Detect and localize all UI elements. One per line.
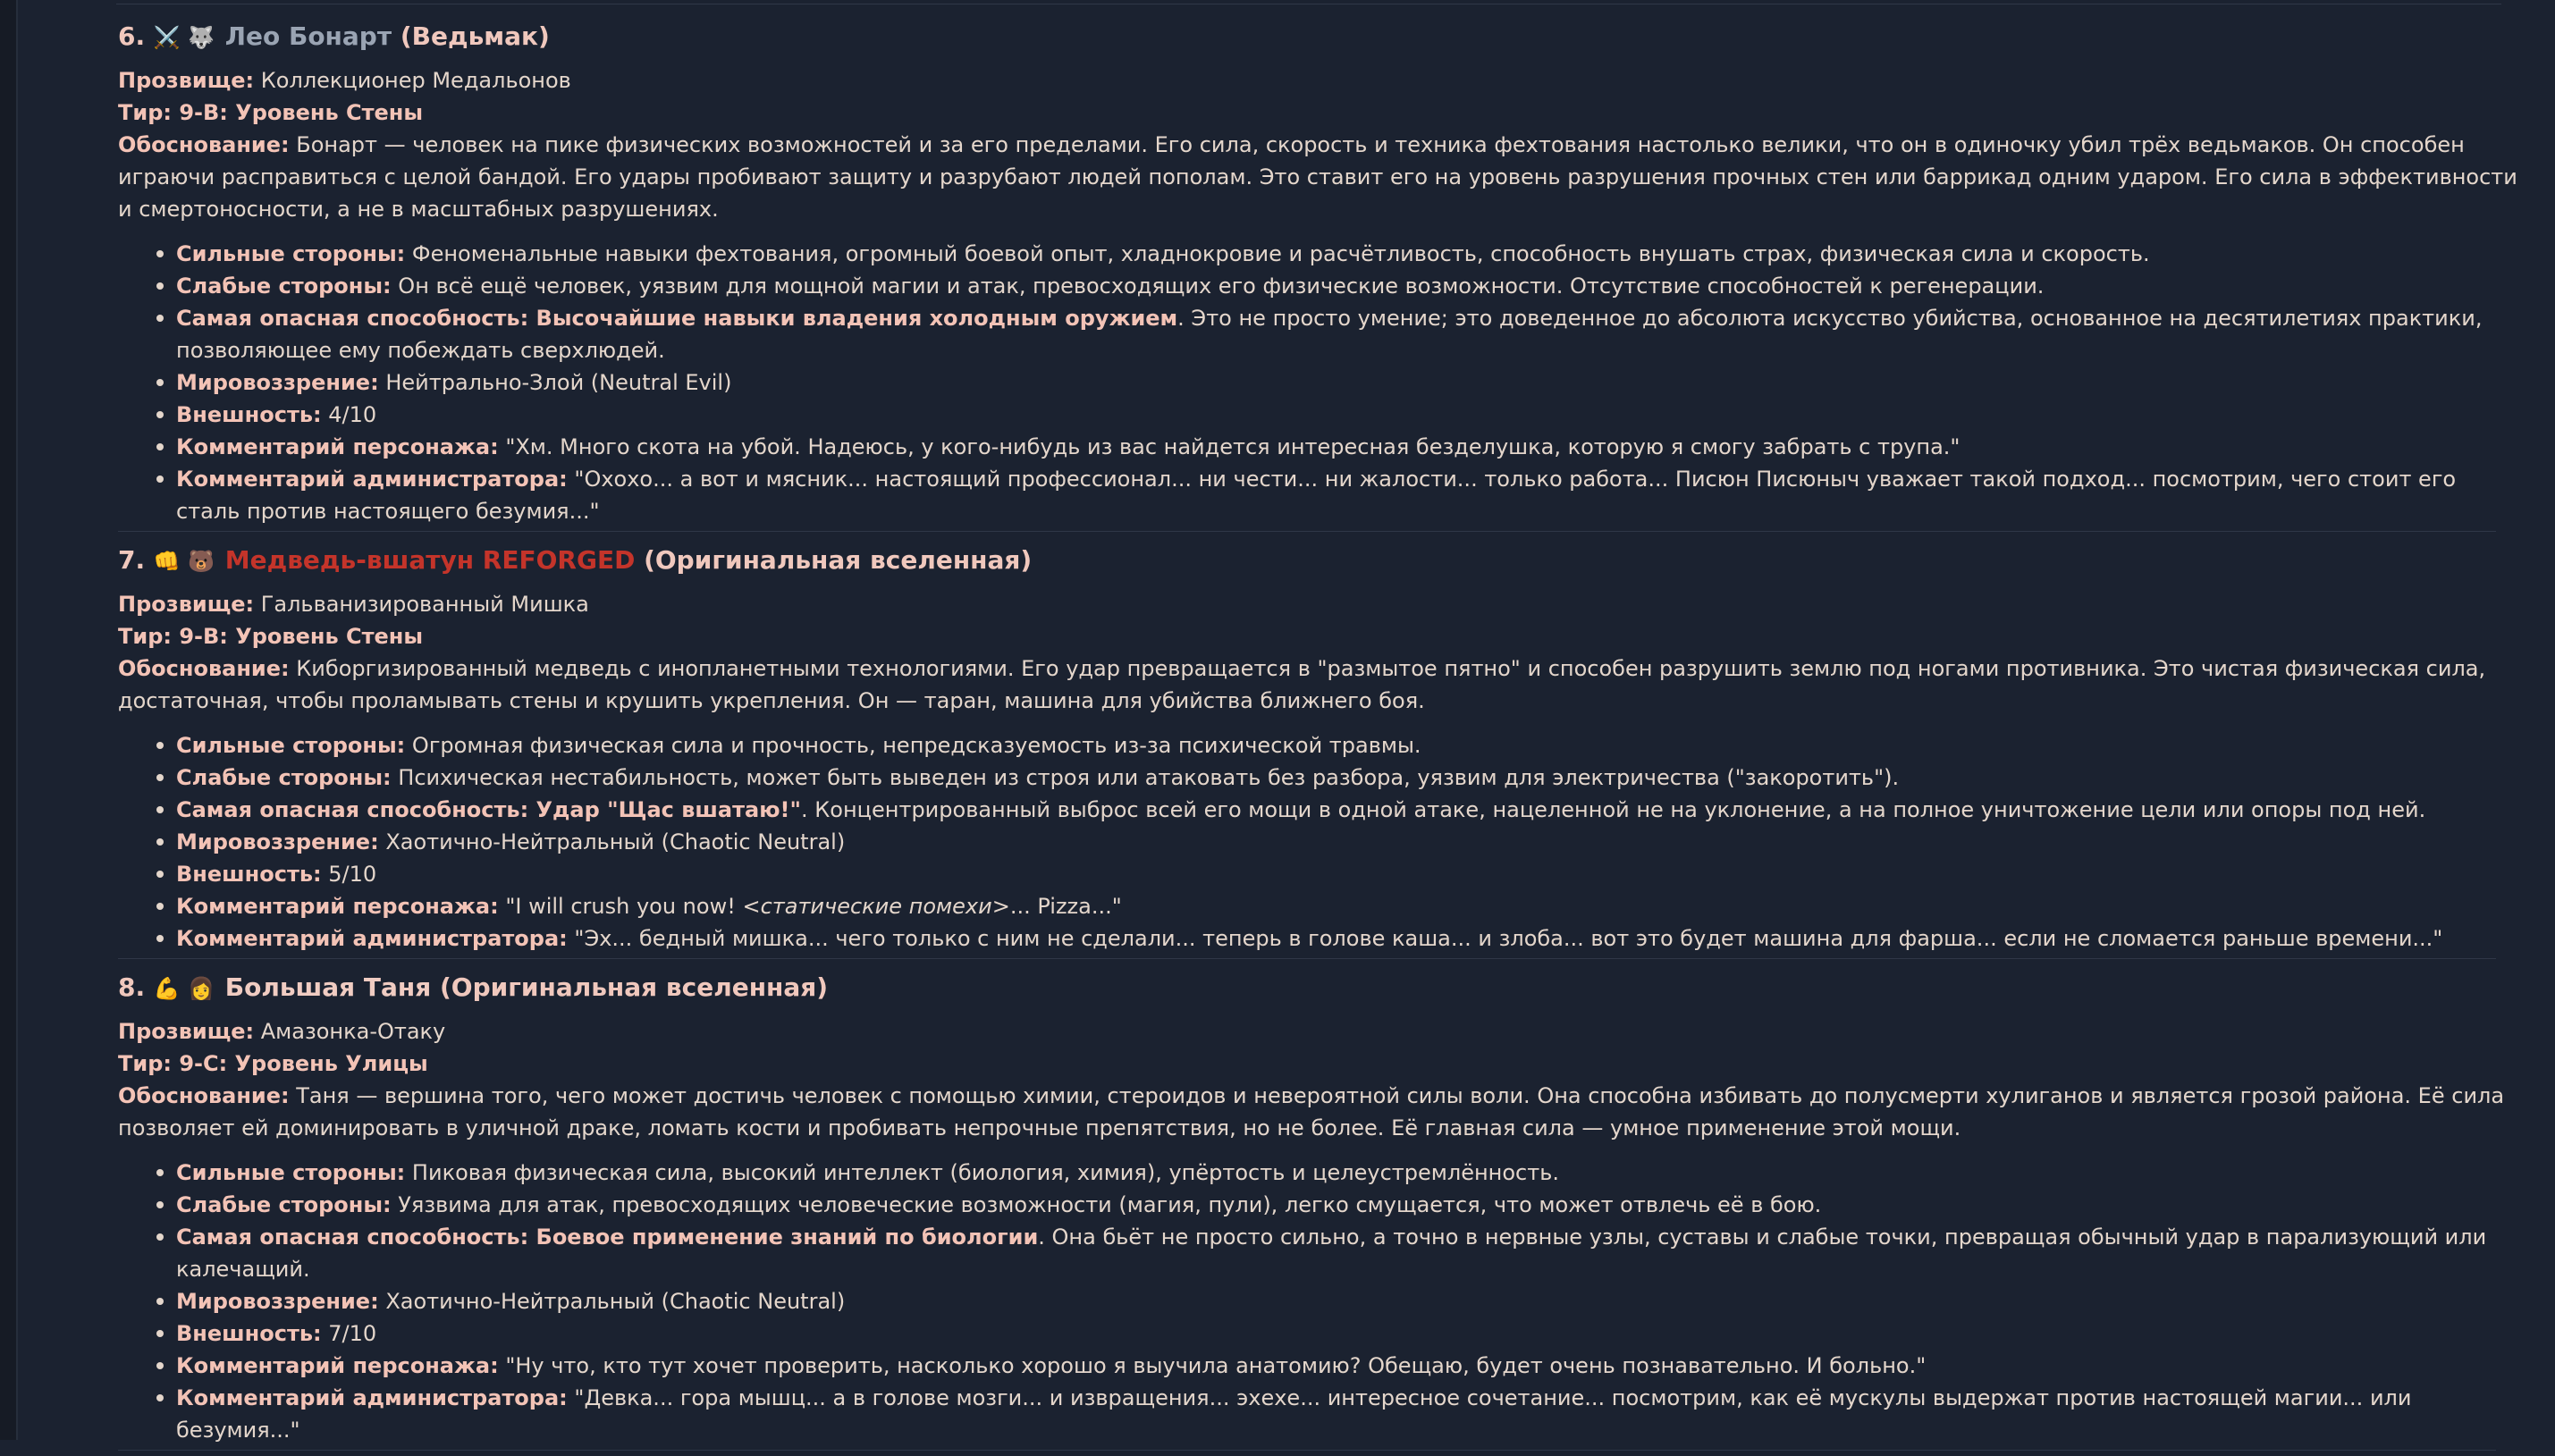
weaknesses-label: Слабые стороны: <box>176 274 392 299</box>
character-entry <box>118 964 2523 1446</box>
entry-divider <box>118 958 2496 959</box>
tier-label: Тир: 9-C: Уровень Улицы <box>118 1051 428 1076</box>
danger-label: Самая опасная способность: Удар "Щас вшатаю!" <box>176 797 801 822</box>
nickname-row <box>118 1015 2523 1048</box>
basis-label: Обоснование: <box>118 132 290 157</box>
nickname-row <box>118 588 2523 620</box>
character-name: Медведь-вшатун REFORGED <box>225 545 636 575</box>
looks-label: Внешность: <box>176 1321 322 1346</box>
list-item <box>176 399 2523 431</box>
strengths-value: Феноменальные навыки фехтования, огромный боевой опыт, хладнокровие и расчётливость, способность внушать страх, физическая сила и скорость. <box>412 241 2150 266</box>
character-universe: (Оригинальная вселенная) <box>644 545 1032 575</box>
danger-label: Самая опасная способность: Высочайшие навыки владения холодным оружием <box>176 306 1177 331</box>
list-item <box>176 1189 2523 1221</box>
char-comment-italic: <статические помехи> <box>742 894 1009 919</box>
alignment-value: Нейтрально-Злой (Neutral Evil) <box>385 370 731 395</box>
nickname-value: Амазонка-Отаку <box>261 1019 446 1044</box>
char-comment-pre: "I will crush you now! <box>505 894 742 919</box>
entry-number: 7. <box>118 545 145 575</box>
character-name: Большая Таня <box>225 972 431 1002</box>
list-item <box>176 431 2523 463</box>
basis-row <box>118 1080 2523 1144</box>
strengths-label: Сильные стороны: <box>176 733 405 758</box>
looks-label: Внешность: <box>176 402 322 427</box>
chat-message-content <box>118 13 2523 1456</box>
list-item <box>176 1350 2523 1382</box>
nickname-value: Коллекционер Медальонов <box>261 68 571 93</box>
list-item <box>176 270 2523 302</box>
basis-row <box>118 129 2523 225</box>
strengths-label: Сильные стороны: <box>176 1160 405 1185</box>
looks-value: 5/10 <box>328 862 376 887</box>
entry-divider <box>118 531 2496 532</box>
char-comment-value: "Ну что, кто тут хочет проверить, насколько хорошо я выучила анатомию? Обещаю, будет очень познавательно. И больно." <box>505 1353 1926 1378</box>
char-comment-post: ... Pizza..." <box>1010 894 1122 919</box>
looks-label: Внешность: <box>176 862 322 887</box>
weaknesses-label: Слабые стороны: <box>176 765 392 790</box>
character-universe: (Ведьмак) <box>401 21 550 51</box>
list-item <box>176 463 2523 527</box>
tier-label: Тир: 9-B: Уровень Стены <box>118 100 423 125</box>
left-rail <box>0 0 18 1440</box>
tier-label: Тир: 9-B: Уровень Стены <box>118 624 423 649</box>
list-item <box>176 794 2523 826</box>
entry-number: 8. <box>118 972 145 1002</box>
danger-value: . Концентрированный выброс всей его мощи в одной атаке, нацеленной не на уклонение, а на полное уничтожение цели или опоры под ней. <box>801 797 2425 822</box>
traits-list <box>118 1157 2523 1446</box>
tier-row <box>118 620 2523 652</box>
character-entry <box>118 537 2523 955</box>
char-comment-label: Комментарий персонажа: <box>176 894 499 919</box>
fist-bear-emoji-icon: 👊 🐻 <box>154 538 215 585</box>
basis-row <box>118 652 2523 717</box>
alignment-value: Хаотично-Нейтральный (Chaotic Neutral) <box>385 1289 845 1314</box>
admin-comment-value: "Охохо... а вот и мясник... настоящий профессионал... ни чести... ни жалости... только работа... Писюн Писюныч уважает такой подход... посмотрим, чего стоит его сталь против настоящего безумия..." <box>176 467 2456 524</box>
danger-value: . Она бьёт не просто сильно, а точно в нервные узлы, суставы и слабые точки, превращая обычный удар в парализующий или калечащий. <box>176 1225 2486 1282</box>
nickname-row <box>118 64 2523 97</box>
nickname-label: Прозвище: <box>118 68 254 93</box>
admin-comment-value: "Эх... бедный мишка... чего только с ним не сделали... теперь в голове каша... и злоба... вот это будет машина для фарша... если не сломается раньше времени..." <box>574 926 2442 951</box>
list-item <box>176 826 2523 858</box>
list-item <box>176 762 2523 794</box>
list-item <box>176 729 2523 762</box>
list-item <box>176 922 2523 955</box>
admin-comment-label: Комментарий администратора: <box>176 926 568 951</box>
alignment-label: Мировоззрение: <box>176 370 379 395</box>
admin-comment-label: Комментарий администратора: <box>176 467 568 492</box>
danger-label: Самая опасная способность: Боевое применение знаний по биологии <box>176 1225 1038 1250</box>
list-item <box>176 1317 2523 1350</box>
weaknesses-label: Слабые стороны: <box>176 1192 392 1217</box>
nickname-label: Прозвище: <box>118 1019 254 1044</box>
danger-value: . Это не просто умение; это доведенное до абсолюта искусство убийства, основанное на десятилетиях практики, позволяющее ему побеждать сверхлюдей. <box>176 306 2482 363</box>
entry-heading <box>118 964 2523 1012</box>
swords-wolf-emoji-icon: ⚔️ 🐺 <box>154 14 215 61</box>
list-item <box>176 366 2523 399</box>
character-entry <box>118 13 2523 527</box>
entry-heading <box>118 13 2523 61</box>
char-comment-label: Комментарий персонажа: <box>176 434 499 459</box>
weaknesses-value: Уязвима для атак, превосходящих человеческие возможности (магия, пули), легко смущается, что может отвлечь её в бою. <box>398 1192 1821 1217</box>
alignment-value: Хаотично-Нейтральный (Chaotic Neutral) <box>385 829 845 854</box>
alignment-label: Мировоззрение: <box>176 829 379 854</box>
list-item <box>176 1157 2523 1189</box>
basis-label: Обоснование: <box>118 1083 290 1108</box>
basis-value: Бонарт — человек на пике физических возможностей и за его пределами. Его сила, скорость и техника фехтования настолько велики, что он в одиночку убил трёх ведьмаков. Он способен играючи расправиться с целой бандой. Его удары пробивают защиту и разрубают людей пополам. Это ставит его на уровень разрушения прочных стен или баррикад одним ударом. Его сила в эффективности и смертоносности, а не в масштабных разрушениях. <box>118 132 2517 222</box>
traits-list <box>118 238 2523 527</box>
list-item <box>176 1221 2523 1285</box>
character-universe: (Оригинальная вселенная) <box>440 972 828 1002</box>
tier-row <box>118 1048 2523 1080</box>
strengths-label: Сильные стороны: <box>176 241 405 266</box>
entry-divider <box>118 1450 2496 1451</box>
weaknesses-value: Психическая нестабильность, может быть выведен из строя или атаковать без разбора, уязвим для электричества ("закоротить"). <box>398 765 1899 790</box>
admin-comment-value: "Девка... гора мышц... а в голове мозги... и извращения... эхехе... интересное сочетание... посмотрим, как её мускулы выдержат против настоящей магии... или безумия..." <box>176 1385 2411 1443</box>
alignment-label: Мировоззрение: <box>176 1289 379 1314</box>
nickname-value: Гальванизированный Мишка <box>261 592 589 617</box>
list-item <box>176 858 2523 890</box>
admin-comment-label: Комментарий администратора: <box>176 1385 568 1410</box>
character-name: Лео Бонарт <box>225 21 392 51</box>
basis-value: Киборгизированный медведь с инопланетными технологиями. Его удар превращается в "размытое пятно" и способен разрушить землю под ногами противника. Это чистая физическая сила, достаточная, чтобы проламывать стены и крушить укрепления. Он — таран, машина для убийства ближнего боя. <box>118 656 2485 713</box>
looks-value: 4/10 <box>328 402 376 427</box>
list-item <box>176 890 2523 922</box>
list-item <box>176 1382 2523 1446</box>
entry-heading <box>118 537 2523 585</box>
char-comment-label: Комментарий персонажа: <box>176 1353 499 1378</box>
entry-number: 6. <box>118 21 145 51</box>
list-item <box>176 1285 2523 1317</box>
weaknesses-value: Он всё ещё человек, уязвим для мощной магии и атак, превосходящих его физические возможности. Отсутствие способностей к регенерации. <box>398 274 2044 299</box>
list-item <box>176 238 2523 270</box>
flexed-biceps-woman-emoji-icon: 💪 👩 <box>154 965 215 1012</box>
list-item <box>176 302 2523 366</box>
strengths-value: Пиковая физическая сила, высокий интеллект (биология, химия), упёртость и целеустремлённость. <box>412 1160 1559 1185</box>
traits-list <box>118 729 2523 955</box>
tier-row <box>118 97 2523 129</box>
char-comment-value: "Хм. Много скота на убой. Надеюсь, у кого-нибудь из вас найдется интересная безделушка, которую я смогу забрать с трупа." <box>505 434 1960 459</box>
strengths-value: Огромная физическая сила и прочность, непредсказуемость из-за психической травмы. <box>412 733 1421 758</box>
basis-label: Обоснование: <box>118 656 290 681</box>
basis-value: Таня — вершина того, чего может достичь человек с помощью химии, стероидов и невероятной силы воли. Она способна избивать до полусмерти хулиганов и является грозой района. Её сила позволяет ей доминировать в уличной драке, ломать кости и пробивать непрочные препятствия, но не более. Её главная сила — умное применение этой мощи. <box>118 1083 2504 1140</box>
looks-value: 7/10 <box>328 1321 376 1346</box>
nickname-label: Прозвище: <box>118 592 254 617</box>
